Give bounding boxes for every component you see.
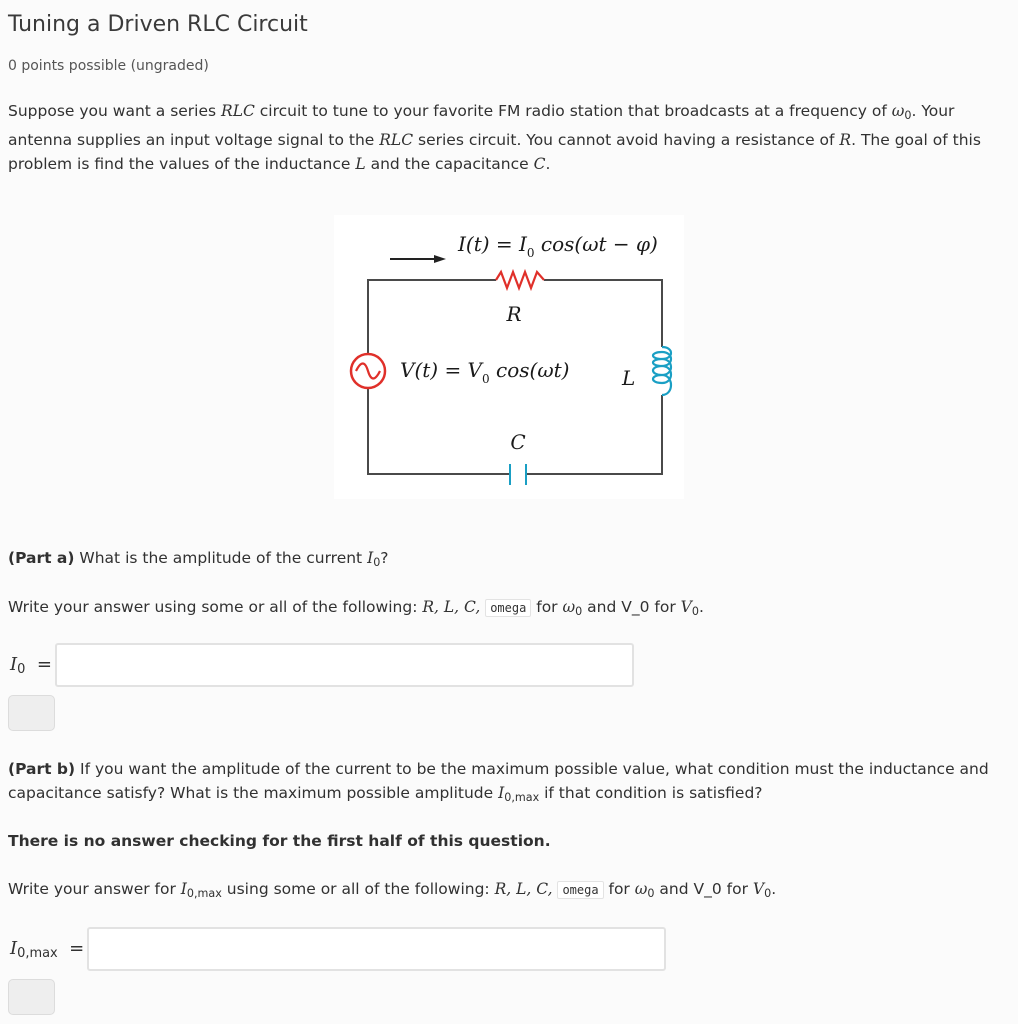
part-b-hint: Write your answer for $I_{0,max}$ using some or all of the following: R, L, C, omega for $\omega_0$ and V_0 for $V_0$. [8, 880, 777, 900]
part-a-check-button[interactable] [8, 695, 55, 731]
rlc-circuit-figure [334, 215, 684, 499]
problem-intro: Suppose you want a series RLC circuit to tune to your favorite FM radio station that broadcasts at a frequency of $\omega_0$. Your antenna supplies an input voltage signal to the RLC series circuit. You cannot avoid having a resistance of R. The goal of this problem is find the values of the inductance L and the capacitance C. [8, 102, 981, 173]
resistor-icon [496, 272, 544, 288]
part-a-question: (Part a) What is the amplitude of the current $I_0$? [8, 549, 389, 569]
part-a-answer-label: $I_0$ = [10, 654, 52, 678]
part-b-answer-input[interactable] [87, 927, 666, 971]
inductor-icon [653, 347, 671, 395]
points-label: 0 points possible (ungraded) [8, 58, 209, 74]
part-b-note: There is no answer checking for the first half of this question. [8, 832, 551, 850]
capacitor-label: C [510, 430, 526, 454]
ac-source-icon [351, 354, 385, 388]
current-equation: $I(t) = I_0$ cos(ωt − φ) [458, 232, 658, 260]
inductor-label: L [622, 366, 636, 390]
omega-code: omega [557, 881, 603, 899]
part-a-hint: Write your answer using some or all of the following: R, L, C, omega for $\omega_0$ and V_0 for $V_0$. [8, 598, 704, 618]
part-b-answer-label: $I_{0,max}$ = [10, 938, 85, 962]
circuit-diagram [334, 215, 684, 499]
page-title: Tuning a Driven RLC Circuit [8, 12, 308, 37]
resistor-label: R [506, 302, 522, 326]
part-a-answer-input[interactable] [55, 643, 634, 687]
part-b-check-button[interactable] [8, 979, 55, 1015]
omega-code: omega [485, 599, 531, 617]
current-arrow-icon [434, 255, 446, 263]
voltage-equation: $V(t) = V_0$ cos(ωt) [400, 358, 570, 386]
part-b-question: (Part b) If you want the amplitude of the current to be the maximum possible value, what condition must the inductance and capacitance satisfy? What is the maximum possible amplitude $I_{0,max}$ if that condition is satisfied? [8, 760, 989, 804]
capacitor-icon [510, 464, 526, 485]
